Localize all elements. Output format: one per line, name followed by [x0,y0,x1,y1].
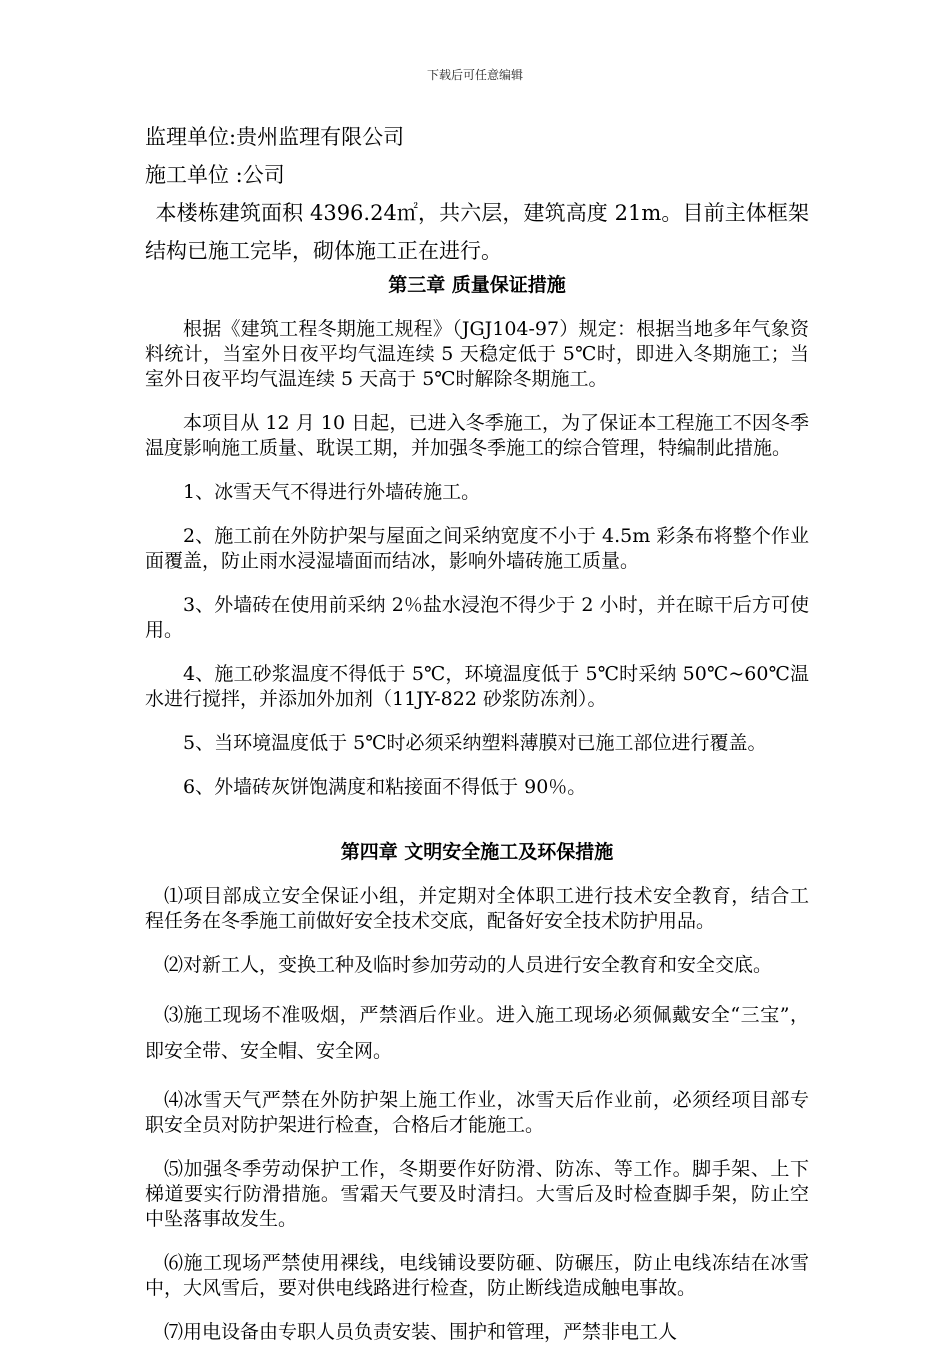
chapter4-item: ⑵对新工人，变换工种及临时参加劳动的人员进行安全教育和安全交底。 [164,954,773,976]
chapter4-title: 第四章 文明安全施工及环保措施 [340,841,614,863]
project-overview: 本楼栋建筑面积 4396.24㎡，共六层，建筑高度 21m。目前主体框架结构已施工完毕，砌体施工正在进行。 [145,201,809,263]
chapter4-item: ⑴项目部成立安全保证小组，并定期对全体职工进行技术安全教育，结合工程任务在冬季施工前做好安全技术交底，配备好安全技术防护用品。 [145,885,809,932]
chapter3-paragraph: 本项目从 12 月 10 日起，已进入冬季施工，为了保证本工程施工不因冬季温度影响施工质量、耽误工期，并加强冬季施工的综合管理，特编制此措施。 [145,412,809,459]
chapter4-item: ⑷冰雪天气严禁在外防护架上施工作业，冰雪天后作业前，必须经项目部专职安全员对防护架进行检查，合格后才能施工。 [145,1089,809,1136]
chapter4-item: ⑹施工现场严禁使用裸线，电线铺设要防砸、防碾压，防止电线冻结在冰雪中，大风雪后，要对供电线路进行检查，防止断线造成触电事故。 [145,1252,809,1299]
chapter3-item: 3、外墙砖在使用前采纳 2％盐水浸泡不得少于 2 小时，并在晾干后方可使用。 [145,594,809,641]
section-gap [145,819,809,835]
construction-unit: 施工单位 :公司 [145,163,285,187]
chapter4-item: ⑶施工现场不准吸烟，严禁酒后作业。进入施工现场必须佩戴安全“三宝”，即安全带、安全帽、安全网。 [145,1004,809,1062]
chapter4-item: ⑸加强冬季劳动保护工作，冬期要作好防滑、防冻、等工作。脚手架、上下梯道要实行防滑措施。雪霜天气要及时清扫。大雪后及时检查脚手架，防止空中坠落事故发生。 [145,1158,809,1230]
chapter3-item: 1、冰雪天气不得进行外墙砖施工。 [183,481,481,503]
chapter4-item: ⑺用电设备由专职人员负责安装、围护和管理，严禁非电工人 [164,1321,678,1343]
header-note: 下载后可任意编辑 [426,68,523,82]
chapter3-item: 5、当环境温度低于 5℃时必须采纳塑料薄膜对已施工部位进行覆盖。 [183,732,767,754]
document-body [145,118,809,1364]
supervision-unit: 监理单位:贵州监理有限公司 [145,125,405,149]
chapter3-paragraph: 根据《建筑工程冬期施工规程》（JGJ104-97）规定：根据当地多年气象资料统计，当室外日夜平均气温连续 5 天稳定低于 5℃时，即进入冬期施工；当室外日夜平均气温连续 5 天高于 5℃时解除冬期施工。 [145,318,809,390]
chapter3-title: 第三章 质量保证措施 [388,274,566,296]
chapter3-item: 6、外墙砖灰饼饱满度和粘接面不得低于 90％。 [183,776,587,798]
chapter3-item: 4、施工砂浆温度不得低于 5℃，环境温度低于 5℃时采纳 50℃~60℃温水进行搅拌，并添加外加剂（11JY-822 砂浆防冻剂）。 [145,663,809,710]
chapter3-item: 2、施工前在外防护架与屋面之间采纳宽度不小于 4.5m 彩条布将整个作业面覆盖，防止雨水浸湿墙面而结冰，影响外墙砖施工质量。 [145,525,809,572]
